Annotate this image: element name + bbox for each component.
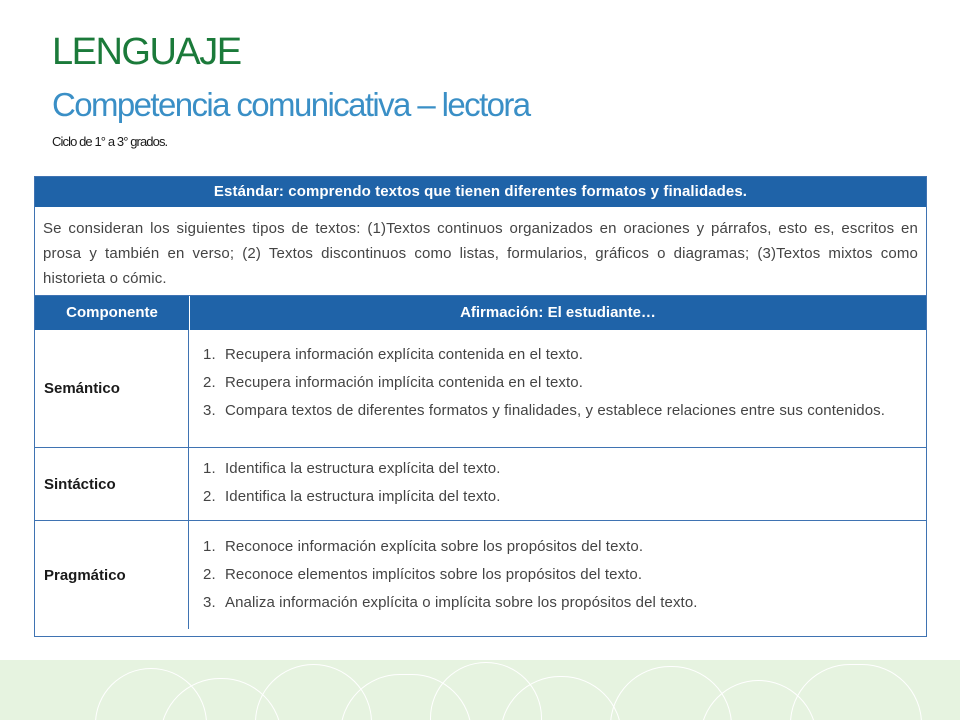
standard-table [34, 176, 927, 637]
item-text: Identifica la estructura explícita del texto. [225, 460, 501, 477]
table-row-pragmatic [35, 521, 926, 629]
item-text: Recupera información explícita contenida en el texto. [225, 346, 584, 363]
list-item [203, 589, 926, 617]
item-number: 2. [203, 374, 216, 391]
item-number: 2. [203, 488, 216, 505]
table-row-syntactic [35, 448, 926, 521]
column-header-component: Componente [35, 296, 190, 330]
column-header-statement: Afirmación: El estudiante… [460, 304, 656, 321]
statement-list [189, 330, 926, 447]
list-item [203, 561, 926, 589]
item-text: Reconoce información explícita sobre los propósitos del texto. [225, 538, 644, 555]
page-subtitle: Competencia comunicativa – lectora [52, 86, 530, 123]
component-label: Pragmático [35, 521, 189, 629]
item-text: Recupera información implícita contenida en el texto. [225, 374, 583, 391]
page-title: LENGUAJE [52, 31, 241, 73]
item-number: 3. [203, 594, 216, 611]
statement-list [189, 521, 926, 629]
list-item [203, 341, 926, 369]
item-number: 1. [203, 460, 216, 477]
item-text: Analiza información explícita o implícita sobre los propósitos del texto. [225, 594, 698, 611]
decorative-arc [790, 664, 922, 720]
component-label: Sintáctico [35, 448, 189, 520]
standard-header: Estándar: comprendo textos que tienen diferentes formatos y finalidades. [35, 177, 926, 207]
grade-cycle-note: Ciclo de 1° a 3° grados. [52, 134, 168, 149]
item-number: 1. [203, 346, 216, 363]
item-text: Reconoce elementos implícitos sobre los propósitos del texto. [225, 566, 643, 583]
table-header-row [35, 296, 926, 330]
standard-description: Se consideran los siguientes tipos de textos: (1)Textos continuos organizados en oraciones y párrafos, esto es, escritos en prosa y también en verso; (2) Textos discontinuos como listas, formularios, gráficos o diagramas; (3)Textos mixtos como historieta o cómic. [35, 207, 926, 296]
list-item [203, 369, 926, 397]
item-number: 2. [203, 566, 216, 583]
statement-list [189, 448, 926, 520]
item-number: 3. [203, 402, 216, 419]
decorative-footer-band [0, 660, 960, 720]
list-item [203, 533, 926, 561]
component-label: Semántico [35, 330, 189, 447]
item-text: Compara textos de diferentes formatos y finalidades, y establece relaciones entre sus contenidos. [225, 402, 886, 419]
list-item [203, 397, 926, 425]
list-item [203, 455, 926, 483]
item-text: Identifica la estructura implícita del texto. [225, 488, 501, 505]
list-item [203, 483, 926, 511]
item-number: 1. [203, 538, 216, 555]
table-row-semantic [35, 330, 926, 448]
